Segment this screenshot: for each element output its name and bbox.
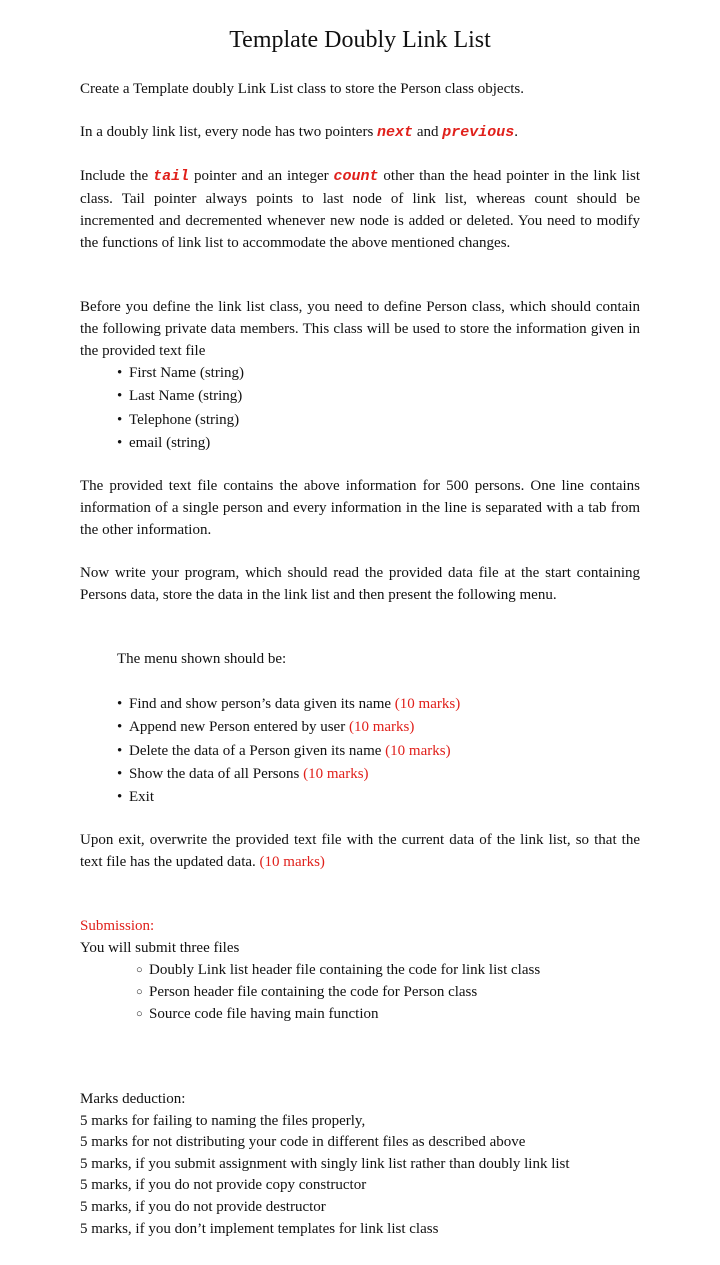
list-item: • First Name (string) (80, 362, 640, 385)
list-item: • Telephone (string) (80, 409, 640, 432)
list-item: 5 marks, if you submit assignment with singly link list rather than doubly link list (80, 1155, 570, 1172)
pointers-text-middle: and (413, 124, 443, 140)
menu-list (80, 693, 640, 809)
marks-label: (10 marks) (303, 765, 369, 782)
deduction-section (80, 1089, 640, 1240)
tail-text-before: Include the (80, 168, 154, 184)
submission-heading: Submission: (80, 918, 155, 934)
marks-label: (10 marks) (394, 696, 461, 712)
pointers-text-after: . (514, 124, 518, 140)
menu-heading: The menu shown should be: (117, 651, 287, 667)
menu-item: • Show the data of all Persons (10 marks) (80, 763, 640, 786)
list-item: 5 marks for failing to naming the files properly, (80, 1112, 366, 1129)
person-fields-list (80, 362, 640, 455)
code-previous: previous (442, 124, 515, 141)
menu-item: • Delete the data of a Person given its name (10 marks) (80, 740, 640, 763)
page-title: Template Doubly Link List (229, 27, 491, 53)
list-item: ○ Source code file having main function (80, 1003, 640, 1025)
tail-text-after: other than the head pointer in the link list class. Tail pointer always points to last node of link list, whereas count should be incremented and decremented whenever new node is added or deleted. You need to modify the functions of link list to accommodate the above mentioned changes. (80, 168, 640, 251)
menu-item: • Append new Person entered by user (10 marks) (80, 716, 640, 739)
code-tail: tail (153, 168, 190, 185)
pointers-text-before: In a doubly link list, every node has two pointers (80, 124, 378, 140)
submission-line: You will submit three files (80, 940, 240, 956)
deduction-heading: Marks deduction: (80, 1091, 186, 1107)
person-intro-paragraph: Before you define the link list class, you need to define Person class, which should contain the following private data members. This class will be used to store the information given in the provided text file (80, 299, 640, 359)
marks-label: (10 marks) (259, 854, 325, 870)
list-item: ○ Doubly Link list header file containing the code for link list class (80, 959, 640, 981)
code-next: next (377, 124, 414, 141)
list-item: • email (string) (80, 432, 640, 455)
tail-text-middle: pointer and an integer (189, 168, 334, 184)
menu-item: • Exit (80, 786, 640, 809)
list-item: ○ Person header file containing the code for Person class (80, 981, 640, 1003)
menu-item: • Find and show person’s data given its name (10 marks) (80, 693, 640, 716)
list-item: • Last Name (string) (80, 385, 640, 408)
exit-paragraph: Upon exit, overwrite the provided text file with the current data of the link list, so that the text file has the updated data. (10 marks) (80, 832, 640, 870)
list-item: 5 marks for not distributing your code in different files as described above (80, 1134, 526, 1151)
list-item: 5 marks, if you do not provide destructor (80, 1198, 326, 1215)
program-paragraph: Now write your program, which should read the provided data file at the start containing Persons data, store the data in the link list and then present the following menu. (80, 565, 640, 603)
code-count: count (333, 168, 379, 185)
list-item: 5 marks, if you do not provide copy constructor (80, 1177, 367, 1194)
intro-paragraph: Create a Template doubly Link List class to store the Person class objects. (80, 81, 524, 97)
tail-paragraph (80, 165, 640, 254)
file-paragraph: The provided text file contains the above information for 500 persons. One line contains information of a single person and every information in the line is separated with a tab from the other information. (80, 478, 640, 538)
submission-section (80, 915, 640, 1025)
pointers-paragraph (80, 121, 640, 144)
list-item: 5 marks, if you don’t implement templates for link list class (80, 1220, 439, 1237)
marks-label: (10 marks) (385, 742, 451, 759)
marks-label: (10 marks) (348, 719, 415, 736)
